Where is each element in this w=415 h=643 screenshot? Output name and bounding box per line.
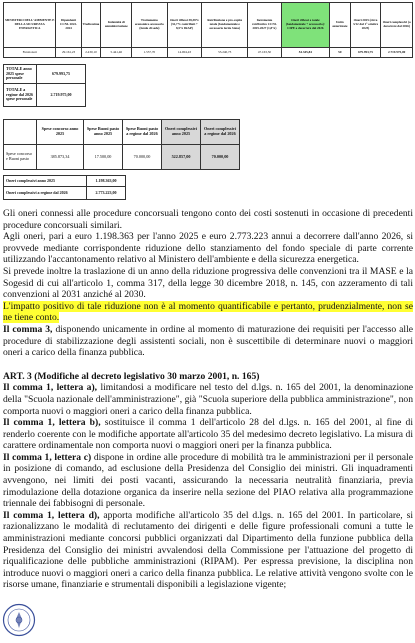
paragraph-body: limitandosi a modificare nel testo del d.lgs. n. 165 del 2001, la denominazione della "Scuola nazionale dell'amministrazione", già "Scuola superiore della pubblica amministrazione", non comporta nuovi o maggiori oneri a carico della finanza pubblica. xyxy=(3,382,413,417)
overall-totals-table xyxy=(3,175,126,200)
table-cell: 29.161,23 xyxy=(56,48,81,58)
cost-calculation-table xyxy=(3,2,413,58)
table-cell: 679.993,75 xyxy=(350,48,381,58)
table-cell: 70.000,00 xyxy=(201,145,240,170)
paragraph: Si prevede inoltre la traslazione di un anno della riduzione progressiva delle convenzioni tra il MASE e la Sogesid di cui all'articolo 1, comma 317, della legge 30 dicembre 2018, n. 145, con azzeramento di tali convenzioni al 2031 anziché al 2030. xyxy=(3,265,413,301)
table-header-cell xyxy=(4,120,37,145)
table-cell-label: Oneri complessivi a regime dal 2026 xyxy=(4,187,87,200)
paragraph-lead: Il comma 3, xyxy=(3,323,53,335)
paragraph-lead: Il comma 1, lettera b), xyxy=(3,417,101,429)
highlighted-text: L'impatto positivo di tale riduzione non è al momento quantificabile e pertanto, prudenzialmente, non se ne tiene conto. xyxy=(3,300,413,324)
table-header-cell: Oneri 2025 (circa 3/12 dal 1° ottobre 2025) xyxy=(350,3,381,48)
paragraph xyxy=(3,452,413,510)
table-header-cell: Indennità di amministrazione xyxy=(101,3,132,48)
paragraph-lead: Il comma 1, lettera a), xyxy=(3,382,98,394)
table-cell: Funzionari xyxy=(4,48,56,58)
table-cell-value: 679.993,75 xyxy=(37,65,86,84)
table-cell-label: TOTALE anno 2025 spese personale xyxy=(4,65,37,84)
table-cell: 54.345,84 xyxy=(281,48,329,58)
table-cell-value: 1.198.363,00 xyxy=(87,176,126,187)
concorso-buoni-pasto-table xyxy=(3,119,240,170)
table-cell: 1.557,70 xyxy=(132,48,167,58)
table-header-cell: Oneri complessivi (a decorrere dal 2026) xyxy=(381,3,413,48)
paragraph-body: sostituisce il comma 1 dell'articolo 28 del d.lgs. n. 165 del 2001, al fine di renderlo coerente con le modifiche apportate all'articolo 35 del medesimo decreto legislativo. La misura di carattere ordinamentale non comporta nuovi o maggiori oneri per la finanza pubblica. xyxy=(3,417,413,452)
paragraph xyxy=(3,510,413,591)
paragraph-body: apporta modifiche all'articolo 35 del d.lgs. n. 165 del 2001. In particolare, si razionalizzano le modalità di reclutamento dei dirigenti e delle figure professionali comuni a tutte le amministrazioni mediante concorsi pubblici organizzati dal Dipartimento della funzione pubblica della Presidenza del Consiglio dei ministri avvalendosi della Commissione per l'attuazione del progetto di riqualificazione delle pubbliche amministrazioni (RIPAM). Per espressa previsione, la disciplina non introduce nuovi o maggiori oneri a carico della finanza pubblica. Le relative attività vengono svolte con le risorse umane, finanziarie e strumentali disponibili a legislazione vigente; xyxy=(3,509,413,591)
table-header-cell: Spese Buoni pasto a regime dal 2026 xyxy=(123,120,162,145)
table-cell: 14.004,43 xyxy=(167,48,202,58)
paragraph-body: dispone in ordine alle procedure di mobilità tra le amministrazioni per il personale in posizione di comando, ad esclusione della Presidenza del Consiglio dei ministri. Gli inquadramenti avvengono, nei limiti dei posti vacanti, assicurando la necessaria neutralità finanziaria, previa rimodulazione della dotazione organica da inserire nella sezione del PIAO relativa alla programmazione triennale dei fabbisogni di personale. xyxy=(3,451,413,510)
table-header-cell: Oneri riflessi e totale (fondamentale + accessorio): CIPE a decorrere dal 2026 xyxy=(281,3,329,48)
table-cell-label: TOTALE a regime dal 2026 spese personale xyxy=(4,84,37,107)
seal-stamp-icon xyxy=(2,603,36,637)
table-header-cell: Oneri complessivi anno 2025 xyxy=(162,120,201,145)
table-header-cell: Retribuzione e pro-capite totale (fondamentale e accessorio lordo Stato) xyxy=(202,3,248,48)
table-header-cell: MINISTERO DELL'AMBIENTE E DELLA SICUREZZA ENERGETICA xyxy=(4,3,56,48)
table-header-cell: Oneri complessivi a regime dal 2026 xyxy=(201,120,240,145)
paragraph-body: disponendo unicamente in ordine al momento di maturazione dei requisiti per l'accesso alle procedure di stabilizzazione degli assistenti sociali, non è suscettibile di determinare nuovi o maggiori oneri a carico della finanza pubblica. xyxy=(3,323,413,359)
table-header-cell: Spese Buoni pasto anno 2025 xyxy=(84,120,123,145)
paragraph xyxy=(3,382,413,417)
paragraph-lead: Il comma 1, lettera d), xyxy=(3,509,100,521)
table-cell: 2.719.975,00 xyxy=(381,48,413,58)
paragraph-lead: Il comma 1, lettera c) xyxy=(3,451,92,463)
table-cell: 53.240,73 xyxy=(202,48,248,58)
table-header-cell: Incremento retributivo CCNL 2025-2027 (1,8%) xyxy=(248,3,282,48)
table-cell: 2.430,10 xyxy=(81,48,101,58)
paragraph xyxy=(3,324,413,359)
paragraph: Agli oneri, pari a euro 1.198.363 per l'anno 2025 e euro 2.773.223 annui a decorrere dall'anno 2026, si provvede mediante corrispondente riduzione dello stanziamento del fondo speciale di parte corrente utilizzando l'accantonamento relativo al Ministero dell'ambiente e della sicurezza energetica. xyxy=(3,231,413,266)
table-cell-value: 2.773.223,00 xyxy=(87,187,126,200)
table-cell: 522.857,00 xyxy=(162,145,201,170)
table-cell: 50 xyxy=(329,48,350,58)
personnel-totals-table xyxy=(3,64,86,107)
table-cell: Spese concorso e Buoni pasto xyxy=(4,145,37,170)
article-heading: ART. 3 (Modifiche al decreto legislativo 30 marzo 2001, n. 165) xyxy=(3,370,260,382)
table-header-cell: Tredicesima xyxy=(81,3,101,48)
table-header-cell: Unità autorizzate xyxy=(329,3,350,48)
table-cell: 47.163,50 xyxy=(248,48,282,58)
table-cell-value: 2.719.975,00 xyxy=(37,84,86,107)
table-header-cell: Dipendenti CCNL 2022-2024 xyxy=(56,3,81,48)
table-cell: 385.873,34 xyxy=(37,145,84,170)
table-cell: 70.000,00 xyxy=(123,145,162,170)
paragraph xyxy=(3,417,413,452)
table-cell-label: Oneri complessivi anno 2025 xyxy=(4,176,87,187)
paragraph: Gli oneri connessi alle procedure concorsuali tengono conto dei costi sostenuti in occasione di precedenti procedure concorsuali similari. xyxy=(3,208,413,231)
paragraph-highlighted xyxy=(3,301,413,324)
table-cell: 17.500,00 xyxy=(84,145,123,170)
document-body xyxy=(3,208,413,591)
table-cell: 5.441,46 xyxy=(101,48,132,58)
table-header-cell: Trattamento economico accessorio (fondo di sede) xyxy=(132,3,167,48)
table-header-cell: Oneri riflessi 38,38% (32,7% contributi + 8,5% IRAP) xyxy=(167,3,202,48)
table-header-cell: Spese concorso anno 2025 xyxy=(37,120,84,145)
